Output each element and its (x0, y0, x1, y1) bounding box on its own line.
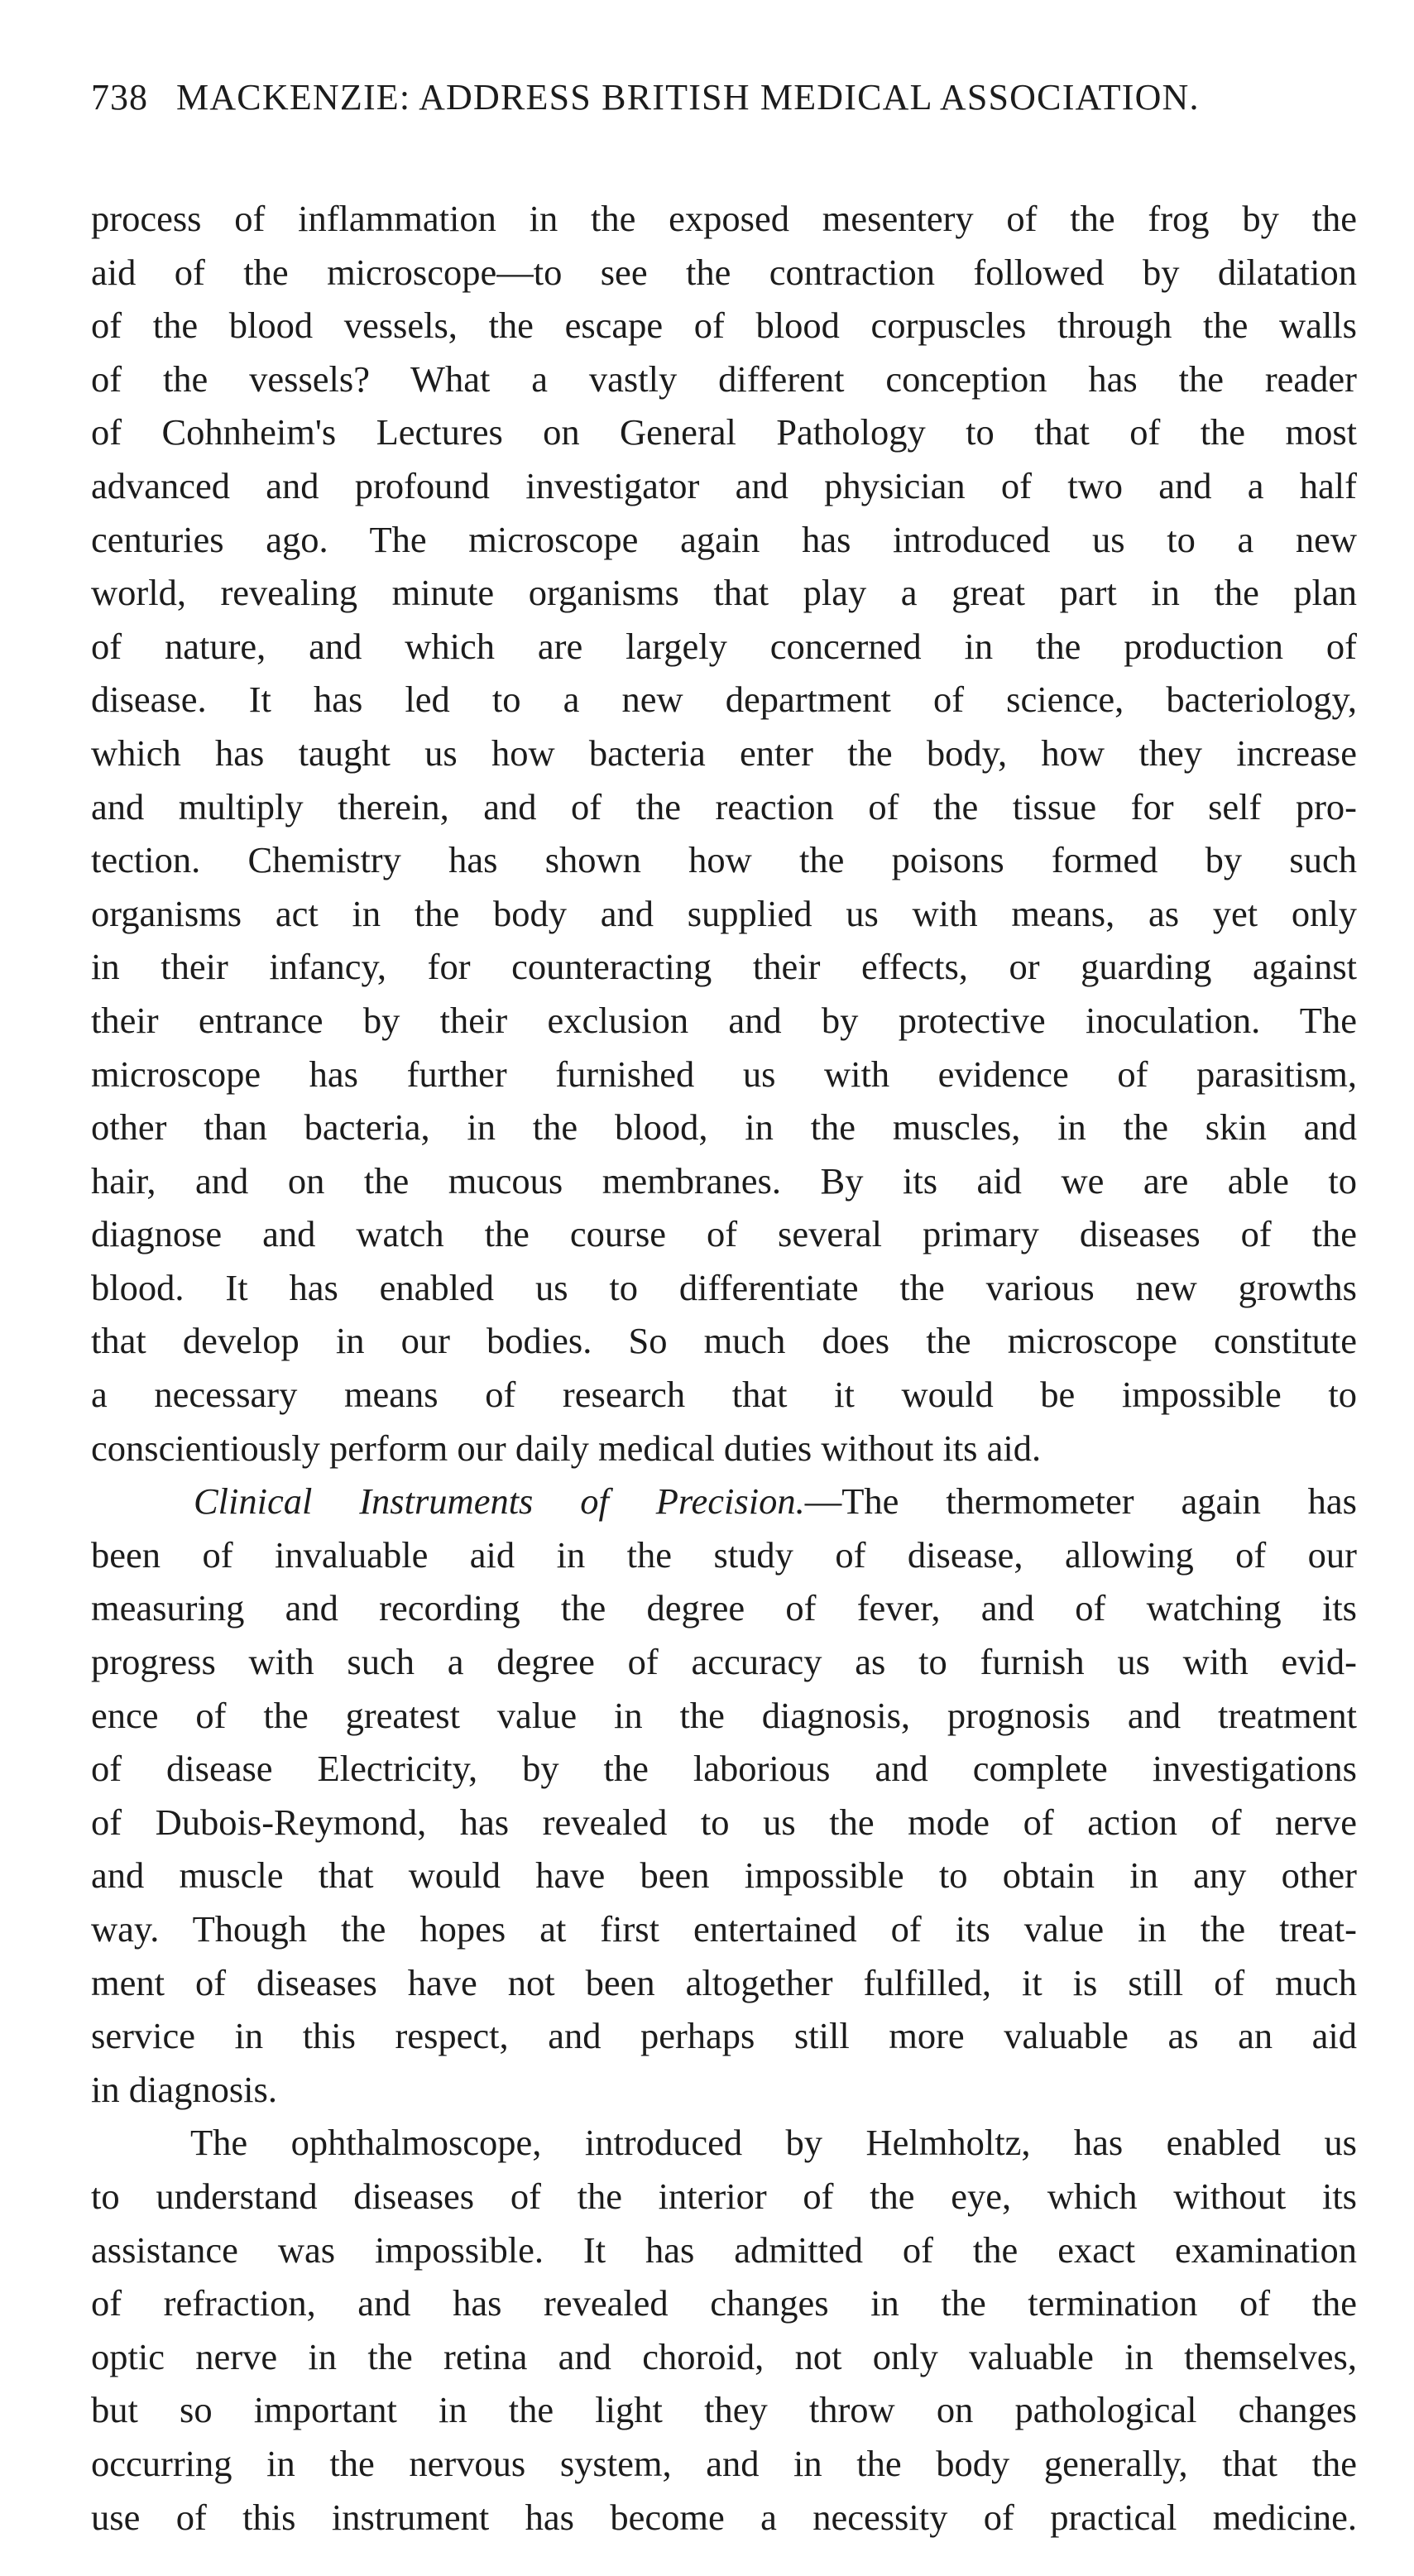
paragraph-clinical-instruments (91, 1475, 1357, 2116)
text-line: tection. Chemistry has shown how the poisons formed by such (91, 839, 1357, 881)
text-line: advanced and profound investigator and physician of two and a half (91, 464, 1357, 506)
text-line: of Dubois-Reymond, has revealed to us the mode of action of nerve (91, 1801, 1357, 1843)
text-line: and multiply therein, and of the reaction of the tissue for self pro- (91, 785, 1357, 827)
text-line: in their infancy, for counteracting their effects, or guarding against (91, 946, 1357, 988)
text-line: measuring and recording the degree of fever, and of watching its (91, 1587, 1357, 1629)
text-line: microscope has further furnished us with evidence of parasitism, (91, 1053, 1357, 1095)
text-line: occurring in the nervous system, and in the body generally, that the (91, 2442, 1357, 2484)
text-line: of the vessels? What a vastly different conception has the reader (91, 357, 1357, 400)
text-line: process of inflammation in the exposed mesentery of the frog by the (91, 198, 1357, 239)
text-line: progress with such a degree of accuracy as to furnish us with evid- (91, 1641, 1357, 1683)
text-line: that develop in our bodies. So much does the microscope constitute (91, 1320, 1357, 1362)
text-line: optic nerve in the retina and choroid, not only valuable in themselves, (91, 2335, 1357, 2377)
section-heading: Clinical Instruments of Precision. (194, 1480, 805, 1523)
text-line: their entrance by their exclusion and by protective inoculation. The (91, 999, 1357, 1041)
text-fragment: —The thermometer again has (804, 1480, 1357, 1523)
text-line: aid of the microscope—to see the contraction followed by dilatation (91, 251, 1357, 293)
text-line: use of this instrument has become a necessity of practical medicine. (91, 2496, 1357, 2538)
text-line: of disease Electricity, by the laborious and complete investigations (91, 1748, 1357, 1790)
text-line: and muscle that would have been impossible to obtain in any other (91, 1854, 1357, 1897)
text-line: in diagnosis. (91, 2068, 277, 2110)
text-line: way. Though the hopes at first entertained of its value in the treat- (91, 1908, 1357, 1950)
paragraph-ophthalmoscope (91, 2116, 1357, 2544)
text-line: organisms act in the body and supplied us with means, as yet only (91, 892, 1357, 934)
text-line: of Cohnheim's Lectures on General Pathology to that of the most (91, 411, 1357, 453)
text-line: service in this respect, and perhaps still more valuable as an aid (91, 2015, 1357, 2057)
running-head-title: MACKENZIE: ADDRESS BRITISH MEDICAL ASSOCIATION. (176, 77, 1200, 118)
text-line: which has taught us how bacteria enter the body, how they increase (91, 732, 1357, 774)
text-line: a necessary means of research that it would be impossible to (91, 1374, 1357, 1416)
text-line-with-heading (91, 1475, 1357, 1528)
book-page (91, 76, 1357, 2544)
text-line: conscientiously perform our daily medical duties without its aid. (91, 1427, 1042, 1469)
text-line: The ophthalmoscope, introduced by Helmholtz, has enabled us (190, 2122, 1357, 2164)
text-line: diagnose and watch the course of several primary diseases of the (91, 1213, 1357, 1255)
page-number: 738 (91, 77, 148, 118)
text-line: of refraction, and has revealed changes in the termination of the (91, 2282, 1357, 2324)
text-line: ment of diseases have not been altogether fulfilled, it is still of much (91, 1961, 1357, 2003)
text-line: world, revealing minute organisms that play a great part in the plan (91, 572, 1357, 614)
text-line: hair, and on the mucous membranes. By its aid we are able to (91, 1159, 1357, 1202)
text-line: centuries ago. The microscope again has introduced us to a new (91, 518, 1357, 560)
running-head (91, 76, 1357, 139)
body-text (91, 192, 1357, 2544)
text-line: assistance was impossible. It has admitted of the exact examination (91, 2228, 1357, 2271)
paragraph-microscope (91, 192, 1357, 1475)
text-line: of the blood vessels, the escape of blood corpuscles through the walls (91, 305, 1357, 347)
text-line: of nature, and which are largely concerned in the production of (91, 625, 1357, 667)
text-line: to understand diseases of the interior of the eye, which without its (91, 2175, 1357, 2217)
text-line: ence of the greatest value in the diagnosis, prognosis and treatment (91, 1694, 1357, 1736)
text-line: other than bacteria, in the blood, in the muscles, in the skin and (91, 1106, 1357, 1149)
text-line: blood. It has enabled us to differentiate the various new growths (91, 1266, 1357, 1308)
text-line: been of invaluable aid in the study of disease, allowing of our (91, 1533, 1357, 1576)
text-line: disease. It has led to a new department of science, bacteriology, (91, 679, 1357, 721)
text-line: but so important in the light they throw on pathological changes (91, 2389, 1357, 2431)
